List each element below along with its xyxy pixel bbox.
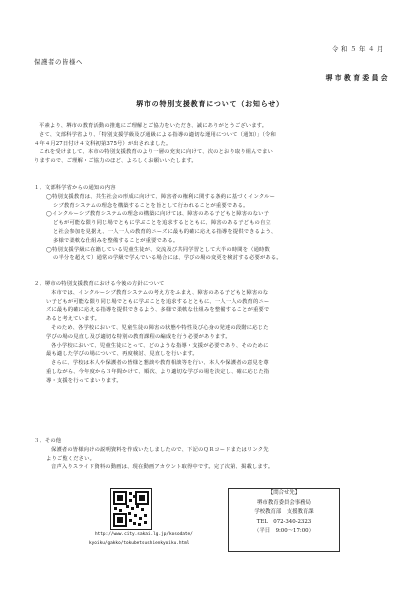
- qr-code[interactable]: [110, 488, 152, 530]
- issue-date: 令和５年４月: [332, 45, 386, 53]
- qr-link-line[interactable]: kyoiku/gakko/tokubetsushienkyoiku.html: [89, 541, 190, 546]
- section-1-line: ◯インクルーシブ教育システムの理念の構築に向けては、障害のある子どもと障害のない子: [46, 211, 270, 218]
- section-heading: ３．その他: [34, 438, 62, 444]
- section-3: [34, 437, 394, 472]
- section-2-line: 本市では、インクルーシブ教育システムの考え方をふまえ、障害のある子どもと障害のな: [51, 289, 269, 296]
- section-1-line: と社会参加を見据え、一人一人の教育的ニーズに最も的確に応える指導を提供できるよう、: [53, 228, 277, 235]
- intro-line: ４年４月27日付け４文科初第375号）が出されました。: [34, 140, 172, 147]
- contact-box: [228, 488, 340, 552]
- intro-line: 平素より、堺市の教育活動の推進にご理解とご協力をいただき、誠にありがとうございます。: [39, 123, 268, 129]
- section-2-line: 重しながら、今年度から３年間かけて、順次、より適切な学びの場を決定し、確に応じた指: [46, 368, 270, 375]
- qr-finder: [113, 491, 127, 505]
- section-2-line: 最も適した学びの場について、再度検討、見直しを行います。: [46, 351, 198, 358]
- intro-block: [34, 122, 394, 166]
- contact-org: 堺市教育委員会事務局: [257, 499, 311, 506]
- qr-finder: [135, 491, 149, 505]
- section-2-line: 各小学校において、児童生徒にとって、どのような指導・支援が必要であり、そのために: [51, 342, 269, 349]
- section-2-line: さらに、学校は本人や保護者の皆様と懇談や教育相談等を行い、本人や保護者の意見を尊: [51, 360, 269, 367]
- section-1-line: ◯特別支援学級に在籍している児童生徒が、交流及び共同学習として大半の時間を（通時数: [46, 246, 270, 253]
- contact-hours: （平日 9:00～17:00）: [254, 528, 314, 534]
- section-1-line: ◯特別支援教育は、共生社会の形成に向けて、障害者の権利に関する条約に基づくインクルー: [46, 193, 276, 200]
- section-3-line: よりご覧ください。: [46, 455, 96, 462]
- section-2-line: 導・支援を行ってまいります。: [46, 377, 122, 384]
- section-2-line: そのため、各学校において、児童生徒の障害の状態や特性及び心身の発達の段階に応じた: [51, 324, 269, 331]
- qr-finder: [113, 513, 127, 527]
- intro-line: りますので、ご理解・ご協力のほど、よろしくお願いいたします。: [34, 158, 197, 165]
- section-1-line: 多様で柔軟な仕組みを整備することが重要である。: [53, 237, 179, 244]
- qr-link-line[interactable]: http://www.city.sakai.lg.jp/kosodate/: [95, 532, 193, 537]
- intro-line: さて、文部科学省より、「特別支援学級及び通級による指導の適切な運用について（通知）」（令和: [39, 131, 276, 138]
- section-3-line: 音声入りスライド資料の動画は、現在動画アカウント取得中です。完了次第、掲載します。: [51, 464, 274, 471]
- section-2: [34, 280, 394, 386]
- document-title: 堺市の特別支援教育について（お知らせ）: [136, 99, 284, 108]
- section-2-line: 学びの場の見直し及び適切な特別の教育課程の編成を行う必要があります。: [46, 333, 231, 340]
- section-1: [34, 184, 394, 263]
- section-heading: ２．堺市の特別支援教育における今後の方針について: [34, 281, 165, 287]
- intro-line: これを受けまして、本市の特別支援教育のより一層の充実に向けて、次のとおり取り組んでまい: [39, 149, 274, 156]
- section-1-line: シブ教育システムの理念を構築することを旨として行われることが重要である。: [53, 202, 249, 209]
- section-2-line: ズに最も的確に応える指導を提供できるよう、多様で柔軟な仕組みを整備することが重要で: [46, 307, 270, 314]
- contact-tel: TEL 072-340-2323: [256, 518, 312, 525]
- contact-heading: 【問合せ先】: [267, 490, 301, 496]
- contact-dept: 学校教育部 支援教育課: [254, 509, 314, 515]
- section-2-line: い子どもが可能な限り同じ場でともに学ぶことを追求するとともに、一人一人の教育的ニー: [46, 298, 270, 305]
- section-1-line: どもが可能な限り同じ場でともに学ぶことを追求するとともに、障害のある子どもの自立: [53, 220, 271, 227]
- section-2-line: あると考えています。: [46, 316, 101, 323]
- section-heading: １．文部科学省からの通知の内容: [34, 185, 116, 191]
- section-3-line: 保護者の皆様向けの説明資料を作成いたしましたので、下記のＱＲコードまたはリンク先: [51, 446, 269, 453]
- section-1-line: の半分を超えて）通常の学級で学んでいる場合には、学びの場の変更を検討する必要がある。: [53, 255, 282, 262]
- issuer: 堺市教育委員会: [325, 74, 390, 82]
- addressee: 保護者の皆様へ: [34, 58, 83, 66]
